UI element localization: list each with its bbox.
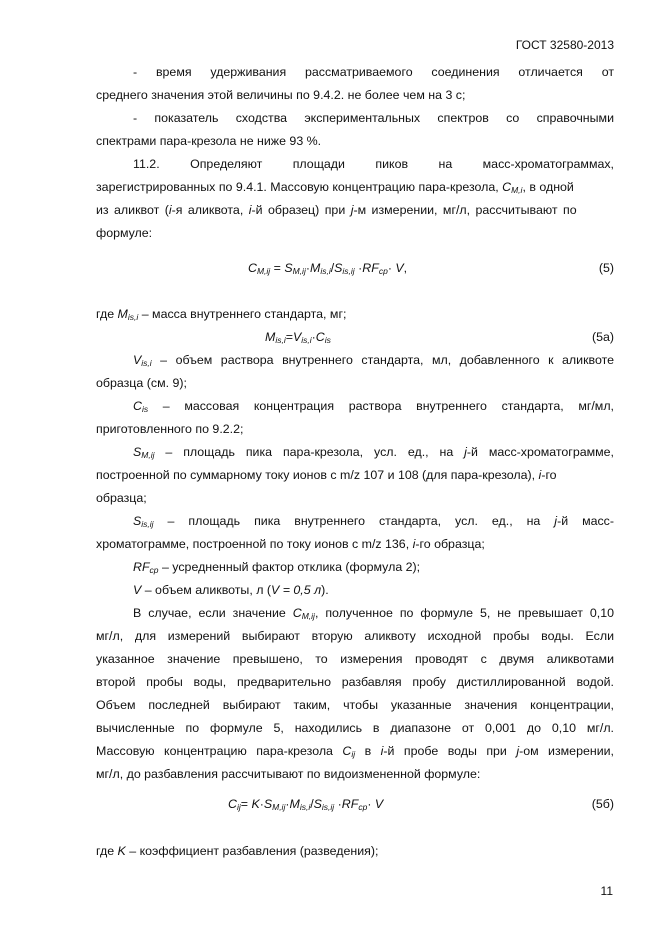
- formula-5a-number: (5а): [591, 330, 614, 344]
- formula-5: $C_{M,ij} = S_{M,ij}\cdot M_{is,i}/S_{is,ij} \cdot RF_{ср}\cdot V$,: [248, 261, 408, 276]
- where-dilution-line: где K – коэффициент разбавления (разведения);: [96, 844, 379, 858]
- para-case-line-3: указанное значение превышено, то измерения проводят с двумя аликвотами: [96, 652, 614, 666]
- para-case-line-7: Массовую концентрацию пара-крезола $C_{ij}$ в i-й пробе воды при j-ом измерении,: [96, 744, 614, 759]
- bullet-2-line-2: спектрами пара-крезола не ниже 93 %.: [96, 134, 322, 148]
- page-number: 11: [600, 884, 613, 898]
- para-11-2-line-2: зарегистрированных по 9.4.1. Массовую концентрацию пара-крезола, $C_{M,i}$, в одной: [96, 180, 574, 195]
- bullet-2-line-1: - показатель сходства экспериментальных спектров со справочными: [133, 111, 614, 125]
- para-11-2-line-1: 11.2. Определяют площади пиков на масс-хроматограммах,: [133, 157, 614, 171]
- def-is-peak-area-line-1: $S_{is,ij}$ – площадь пика внутреннего стандарта, усл. ед., на j-й масс-: [133, 514, 614, 529]
- def-peak-area-line-1: $S_{M,ij}$ – площадь пика пара-крезола, усл. ед., на j-й масс-хроматограмме,: [133, 445, 614, 460]
- document-number: ГОСТ 32580-2013: [515, 38, 614, 52]
- para-case-line-8: мг/л, до разбавления рассчитывают по видоизмененной формуле:: [96, 767, 481, 781]
- def-peak-area-line-3: образца;: [96, 491, 147, 505]
- para-case-line-5: Объем последней выбирают таким, чтобы указанные значения концентрации,: [96, 698, 614, 712]
- def-is-peak-area-line-2: хроматограмме, построенной по току ионов с m/z 136, i-го образца;: [96, 537, 485, 551]
- para-case-line-1: В случае, если значение $C_{M,ij}$, полученное по формуле 5, не превышает 0,10: [133, 606, 614, 621]
- def-volume-line-2: образца (см. 9);: [96, 376, 187, 390]
- def-response-factor: $RF_{ср}$ – усредненный фактор отклика (формула 2);: [133, 560, 421, 575]
- formula-5b-number: (5б): [591, 797, 614, 811]
- formula-5a: $M_{is,i}=V_{is,i}\cdot C_{is}$: [265, 330, 331, 345]
- bullet-1-line-1: - время удерживания рассматриваемого соединения отличается от: [133, 65, 614, 79]
- def-concentration-line-1: $C_{is}$ – массовая концентрация раствора внутреннего стандарта, мг/мл,: [133, 399, 614, 414]
- para-11-2-line-4: формуле:: [96, 226, 153, 240]
- def-concentration-line-2: приготовленного по 9.2.2;: [96, 422, 244, 436]
- para-11-2-line-3: из аликвот (i-я аликвота, i-й образец) при j-м измерении, мг/л, рассчитывают по: [96, 203, 577, 217]
- formula-5-number: (5): [598, 261, 614, 275]
- bullet-1-line-2: среднего значения этой величины по 9.4.2. не более чем на 3 с;: [96, 88, 466, 102]
- where-mass-line: где $M_{is,i}$ – масса внутреннего стандарта, мг;: [96, 307, 347, 322]
- def-peak-area-line-2: построенной по суммарному току ионов с m/z 107 и 108 (для пара-крезола), i-го: [96, 468, 557, 482]
- para-case-line-2: мг/л, для измерений выбирают вторую аликвоту исходной пробы воды. Если: [96, 629, 614, 643]
- def-volume-line-1: $V_{is,i}$ – объем раствора внутреннего стандарта, мл, добавленного к аликвоте: [133, 353, 614, 368]
- def-aliquot-volume: V – объем аликвоты, л (V = 0,5 л).: [133, 583, 329, 597]
- formula-5b: $C_{ij}= K\cdot S_{M,ij}\cdot M_{is,i}/S_{is,ij} \cdot RF_{ср}\cdot V$: [228, 797, 384, 812]
- para-case-line-6: вычисленные по формуле 5, находились в диапазоне от 0,001 до 0,10 мг/л.: [96, 721, 614, 735]
- para-case-line-4: второй пробы воды, предварительно разбавляя пробу дистиллированной водой.: [96, 675, 614, 689]
